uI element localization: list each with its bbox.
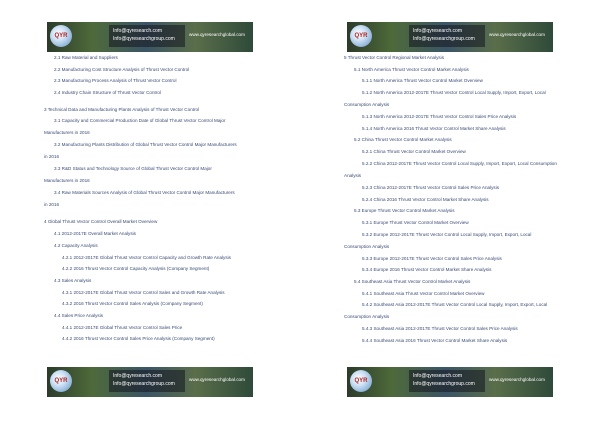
toc-entry: 4.3.1 2012-2017E Global Thrust Vector Control Sales and Growth Rate Analysis [62, 289, 225, 295]
toc-entry: 5.3.2 Europe 2012-2017E Thrust Vector Control Local Supply, Import, Export, Local [362, 231, 532, 237]
toc-entry: 5.1.3 North America 2012-2017E Thrust Vector Control Sales Price Analysis [362, 114, 517, 120]
toc-entry: 5.3 Europe Thrust Vector Control Market Analysis [354, 208, 455, 214]
toc-entry: 4 Global Thrust Vector Control Overall Market Overview [44, 219, 158, 225]
toc-left [44, 55, 258, 348]
toc-right [344, 55, 558, 350]
toc-entry: in 2016 [44, 154, 60, 160]
toc-entry: 5.4.4 Southeast Asia 2016 Thrust Vector Control Market Share Analysis [362, 338, 508, 343]
footer-banner [47, 367, 253, 397]
toc-entry: in 2016 [44, 202, 60, 208]
toc-entry: 4.2.2 2016 Thrust Vector Control Capacity Analysis (Company Segment) [62, 266, 210, 272]
contact-email-alt[interactable]: Info@qyresearchgroup.com [413, 36, 475, 42]
company-logo: QYR [50, 25, 72, 47]
toc-entry: 4.3 Sales Analysis [54, 277, 92, 283]
toc-entry: 4.1 2012-2017E Overall Market Analysis [54, 231, 136, 237]
toc-entry: 5.3.1 Europe Thrust Vector Control Market Overview [362, 219, 469, 225]
toc-entry: Analysis [344, 172, 362, 178]
contact-email-alt[interactable]: Info@qyresearchgroup.com [413, 381, 475, 387]
website-link[interactable]: www.qyresearchglobal.com [189, 377, 245, 382]
toc-entry: 5 Thrust Vector Control Regional Market Analysis [344, 55, 445, 60]
contact-email-alt[interactable]: Info@qyresearchgroup.com [113, 381, 175, 387]
toc-entry: 5.1.2 North America 2012-2017E Thrust Vector Control Local Supply, Import, Export, Local [362, 90, 546, 96]
header-banner [47, 22, 253, 52]
toc-entry: 5.3.3 Europe 2012-2017E Thrust Vector Control Sales Price Analysis [362, 255, 502, 261]
toc-entry: 4.4.2 2016 Thrust Vector Control Sales Price Analysis (Company Segment) [62, 336, 215, 342]
company-logo: QYR [50, 370, 72, 392]
toc-entry: 4.3.2 2016 Thrust Vector Control Sales Analysis (Company Segment) [62, 301, 203, 307]
toc-entry: 5.4.3 Southeast Asia 2012-2017E Thrust Vector Control Sales Price Analysis [362, 326, 518, 332]
toc-entry: 5.1 North America Thrust Vector Control Market Analysis [354, 66, 469, 72]
toc-entry: 5.2.2 China 2012-2017E Thrust Vector Control Local Supply, Import, Export, Local Consumption [362, 160, 557, 166]
contact-email[interactable]: Info@qyresearch.com [113, 373, 162, 379]
toc-entry: 4.4 Sales Price Analysis [54, 312, 104, 318]
toc-entry: 5.4.2 Southeast Asia 2012-2017E Thrust Vector Control Local Supply, Import, Export, Local [362, 302, 548, 308]
toc-entry: 5.1.4 North America 2016 Thrust Vector Control Market Share Analysis [362, 125, 506, 131]
contact-email[interactable]: Info@qyresearch.com [413, 28, 462, 34]
toc-entry: 5.1.1 North America Thrust Vector Control Market Overview [362, 78, 483, 84]
toc-entry: 4.4.1 2012-2017E Global Thrust Vector Control Sales Price [62, 324, 183, 330]
toc-entry: 2.4 Industry Chain Structure of Thrust Vector Control [54, 90, 161, 96]
toc-entry: Consumption Analysis [344, 243, 390, 249]
toc-entry: 5.3.4 Europe 2016 Thrust Vector Control Market Share Analysis [362, 267, 492, 273]
website-link[interactable]: www.qyresearchglobal.com [489, 32, 545, 37]
website-link[interactable]: www.qyresearchglobal.com [489, 377, 545, 382]
toc-entry: Consumption Analysis [344, 102, 390, 108]
toc-entry: Consumption Analysis [344, 314, 390, 320]
toc-entry: 5.2.4 China 2016 Thrust Vector Control Market Share Analysis [362, 196, 489, 202]
toc-entry: 5.2.1 China Thrust Vector Control Market Overview [362, 149, 466, 155]
toc-entry: 4.2.1 2012-2017E Global Thrust Vector Control Capacity and Growth Rate Analysis [62, 254, 231, 260]
toc-entry: 5.2 China Thrust Vector Control Market Analysis [354, 137, 452, 143]
toc-entry: 2.1 Raw Material and Suppliers [54, 55, 118, 60]
toc-entry: 3.2 Manufacturing Plants Distribution of Global Thrust Vector Control Major Manufacturers [54, 142, 237, 148]
toc-entry: 2.2 Manufacturing Cost Structure Analysis of Thrust Vector Control [54, 66, 190, 72]
toc-entry: 3.1 Capacity and Commercial Production Date of Global Thrust Vector Control Major [54, 118, 226, 124]
toc-entry: Manufacturers in 2016 [44, 178, 90, 184]
toc-entry: 3.3 R&D Status and Technology Source of Global Thrust Vector Control Major [54, 166, 212, 172]
footer-banner [347, 367, 553, 397]
toc-entry: 5.4 Southeast Asia Thrust Vector Control Market Analysis [354, 278, 471, 284]
contact-email-alt[interactable]: Info@qyresearchgroup.com [113, 36, 175, 42]
toc-entry: 3.4 Raw Materials Sources Analysis of Global Thrust Vector Control Major Manufacturers [54, 190, 235, 196]
toc-entry: 5.2.3 China 2012-2017E Thrust Vector Control Sales Price Analysis [362, 184, 500, 190]
website-link[interactable]: www.qyresearchglobal.com [189, 32, 245, 37]
toc-entry: 3 Technical Data and Manufacturing Plants Analysis of Thrust Vector Control [44, 106, 200, 112]
contact-email[interactable]: Info@qyresearch.com [113, 28, 162, 34]
header-banner [347, 22, 553, 52]
contact-email[interactable]: Info@qyresearch.com [413, 373, 462, 379]
page-right [300, 0, 600, 424]
company-logo: QYR [350, 25, 372, 47]
toc-entry: 5.4.1 Southeast Asia Thrust Vector Control Market Overview [362, 290, 485, 296]
company-logo: QYR [350, 370, 372, 392]
toc-entry: 4.2 Capacity Analysis [54, 242, 98, 248]
toc-entry: 2.3 Manufacturing Process Analysis of Thrust Vector Control [54, 78, 177, 84]
toc-entry: Manufacturers in 2016 [44, 130, 90, 136]
